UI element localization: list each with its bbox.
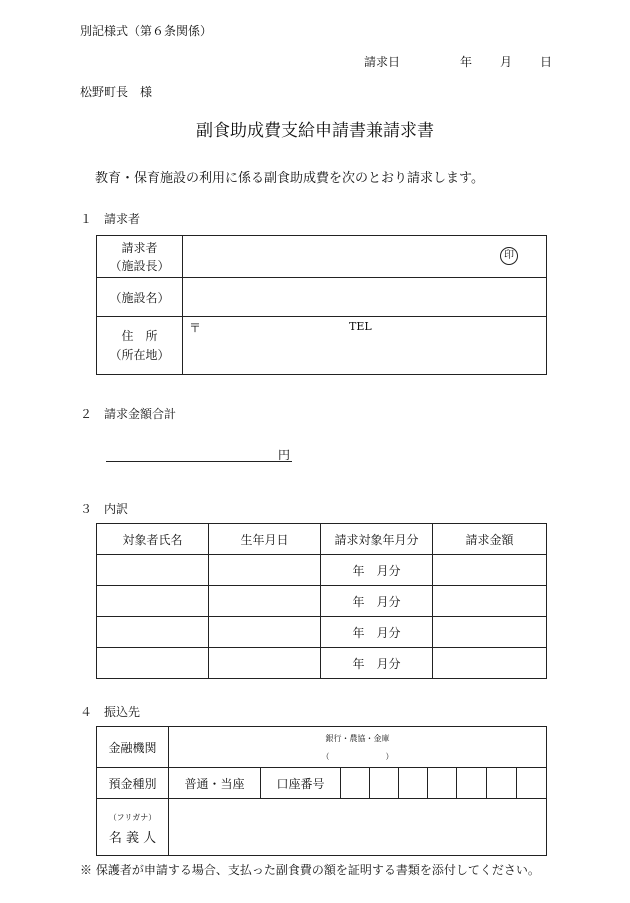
amount-cell[interactable]: [433, 555, 547, 586]
request-date-month: 月: [500, 55, 513, 69]
name-cell[interactable]: [97, 586, 209, 617]
request-date-label: 請求日: [364, 55, 401, 69]
holder-label-cell: [97, 799, 169, 856]
bank-label: 金融機関: [97, 727, 169, 768]
requester-table: [96, 235, 547, 375]
request-date-year: 年: [460, 55, 473, 69]
account-digit-cell[interactable]: [457, 768, 487, 799]
page-title: 副食助成費支給申請書兼請求書: [196, 121, 434, 141]
request-date-day: 日: [540, 55, 553, 69]
birthdate-cell[interactable]: [209, 617, 321, 648]
period-cell[interactable]: 年 月分: [321, 617, 433, 648]
name-cell[interactable]: [97, 555, 209, 586]
amount-cell[interactable]: [433, 648, 547, 679]
account-number-label: 口座番号: [261, 768, 341, 799]
period-cell[interactable]: 年 月分: [321, 555, 433, 586]
account-digit-cell[interactable]: [428, 768, 457, 799]
period-cell[interactable]: 年 月分: [321, 648, 433, 679]
table-row: [97, 555, 547, 586]
facility-label: （施設名）: [97, 278, 183, 317]
bank-table: [96, 726, 547, 856]
intro-text: 教育・保育施設の利用に係る副食助成費を次のとおり請求します。: [95, 171, 484, 186]
address-label: 住 所: [121, 328, 158, 343]
section3-heading: ３ 内訳: [80, 502, 129, 516]
header-birthdate: 生年月日: [209, 524, 321, 555]
name-cell[interactable]: [97, 617, 209, 648]
section1-heading: １ 請求者: [80, 212, 141, 226]
bank-name-field[interactable]: [169, 727, 547, 768]
director-label: （施設長）: [109, 258, 170, 273]
seal-icon: 印: [500, 247, 518, 265]
bank-types: 銀行・農協・金庫: [325, 734, 390, 743]
account-digit-cell[interactable]: [370, 768, 399, 799]
header-name: 対象者氏名: [97, 524, 209, 555]
header-period: 請求対象年月分: [321, 524, 433, 555]
birthdate-cell[interactable]: [209, 648, 321, 679]
amount-cell[interactable]: [433, 617, 547, 648]
total-amount-field[interactable]: [106, 446, 292, 462]
furigana-label: （フリガナ）: [108, 812, 157, 822]
addressee: 松野町長 様: [80, 85, 153, 99]
section2-heading: ２ 請求金額合計: [80, 407, 177, 421]
account-digit-cell[interactable]: [487, 768, 517, 799]
period-cell[interactable]: 年 月分: [321, 586, 433, 617]
table-row: [97, 648, 547, 679]
header-amount: 請求金額: [433, 524, 547, 555]
requester-name-field[interactable]: [183, 236, 547, 278]
birthdate-cell[interactable]: [209, 555, 321, 586]
form-reference: 別記様式（第６条関係）: [80, 24, 213, 38]
section4-heading: ４ 振込先: [80, 705, 141, 719]
account-digit-cell[interactable]: [399, 768, 428, 799]
name-cell[interactable]: [97, 648, 209, 679]
account-digit-cell[interactable]: [341, 768, 370, 799]
account-holder-field[interactable]: [169, 799, 547, 856]
holder-label: 名 義 人: [108, 830, 157, 846]
requester-label: 請求者: [121, 240, 158, 255]
account-digit-cell[interactable]: [517, 768, 547, 799]
table-row: [97, 617, 547, 648]
account-type-value[interactable]: 普通・当座: [169, 768, 261, 799]
amount-cell[interactable]: [433, 586, 547, 617]
birthdate-cell[interactable]: [209, 586, 321, 617]
yen-unit: 円: [277, 448, 290, 462]
breakdown-table: [96, 523, 547, 679]
requester-label-cell: [97, 236, 183, 278]
address-field[interactable]: [183, 317, 547, 375]
tel-label: TEL: [349, 320, 372, 333]
facility-name-field[interactable]: [183, 278, 547, 317]
footnote: ※ 保護者が申請する場合、支払った副食費の額を証明する書類を添付してください。: [80, 863, 540, 877]
location-label: （所在地）: [109, 347, 170, 362]
postal-mark: 〒: [189, 321, 202, 335]
table-row: [97, 586, 547, 617]
account-type-label: 預金種別: [97, 768, 169, 799]
address-label-cell: [97, 317, 183, 375]
branch-paren: （ ）: [321, 752, 394, 761]
